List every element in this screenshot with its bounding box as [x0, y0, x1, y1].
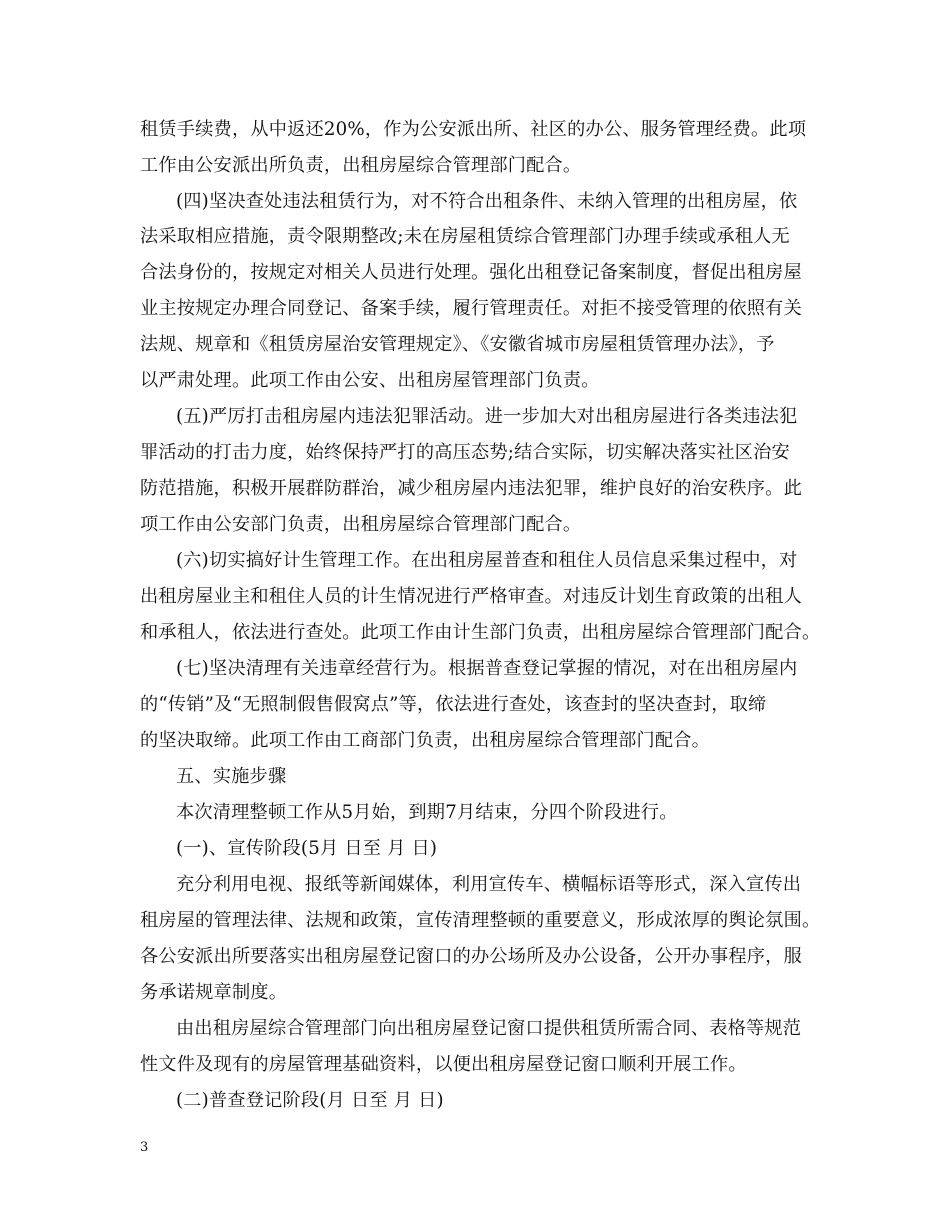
- text-line: 防范措施，积极开展群防群治，减少租房屋内违法犯罪，维护良好的治安秩序。此: [140, 478, 802, 499]
- text-line: 合法身份的，按规定对相关人员进行处理。强化出租登记备案制度，督促出租房屋: [140, 262, 802, 283]
- page-number: 3: [140, 1140, 149, 1155]
- text-line: 性文件及现有的房屋管理基础资料，以便出租房屋登记窗口顺利开展工作。: [140, 1054, 747, 1075]
- text-line: 的“传销”及“无照制假售假窝点”等，依法进行查处，该查封的坚决查封，取缔: [140, 694, 767, 715]
- subsection-heading: (二)普查登记阶段(月 日至 月 日): [176, 1090, 444, 1111]
- text-line: 的坚决取缔。此项工作由工商部门负责，出租房屋综合管理部门配合。: [140, 730, 711, 751]
- text-line: 出租房屋业主和租住人员的计生情况进行严格审查。对违反计划生育政策的出租人: [140, 586, 802, 607]
- text-line: 法采取相应措施，责令限期整改;未在房屋租赁综合管理部门办理手续或承租人无: [140, 226, 790, 247]
- paragraph-start-line: 由出租房屋综合管理部门向出租房屋登记窗口提供租赁所需合同、表格等规范: [176, 1018, 802, 1039]
- paragraph-start-line: (四)坚决查处违法租赁行为，对不符合出租条件、未纳入管理的出租房屋，依: [176, 191, 798, 212]
- text-line: 法规、规章和《租赁房屋治安管理规定》、《安徽省城市房屋租赁管理办法》，予: [140, 334, 775, 355]
- paragraph-start-line: 本次清理整顿工作从5月始，到期7月结束，分四个阶段进行。: [176, 802, 678, 823]
- paragraph-start-line: (五)严厉打击租房屋内违法犯罪活动。进一步加大对出租房屋进行各类违法犯: [176, 406, 798, 427]
- text-line: 租房屋的管理法律、法规和政策，宣传清理整顿的重要意义，形成浓厚的舆论氛围。: [140, 910, 821, 931]
- text-line: 业主按规定办理合同登记、备案手续，履行管理责任。对拒不接受管理的依照有关: [140, 298, 802, 319]
- paragraph-start-line: 充分利用电视、报纸等新闻媒体，利用宣传车、横幅标语等形式，深入宣传出: [176, 874, 802, 895]
- text-line: 务承诺规章制度。: [140, 982, 288, 1003]
- text-line: 罪活动的打击力度，始终保持严打的高压态势;结合实际，切实解决落实社区治安: [140, 442, 790, 463]
- text-line: 各公安派出所要落实出租房屋登记窗口的办公场所及办公设备，公开办事程序，服: [140, 946, 802, 967]
- paragraph-start-line: (六)切实搞好计生管理工作。在出租房屋普查和租住人员信息采集过程中，对: [176, 550, 798, 571]
- subsection-heading: (一)、宣传阶段(5月 日至 月 日): [176, 838, 438, 859]
- section-heading: 五、实施步骤: [176, 766, 287, 787]
- text-line: 以严肃处理。此项工作由公安、出租房屋管理部门负责。: [140, 370, 600, 391]
- text-line: 项工作由公安部门负责，出租房屋综合管理部门配合。: [140, 514, 582, 535]
- text-line: 和承租人，依法进行查处。此项工作由计生部门负责，出租房屋综合管理部门配合。: [140, 622, 821, 643]
- text-line: 工作由公安派出所负责，出租房屋综合管理部门配合。: [140, 155, 582, 176]
- paragraph-start-line: (七)坚决清理有关违章经营行为。根据普查登记掌握的情况，对在出租房屋内: [176, 658, 798, 679]
- text-line: 租赁手续费，从中返还20%，作为公安派出所、社区的办公、服务管理经费。此项: [140, 119, 807, 140]
